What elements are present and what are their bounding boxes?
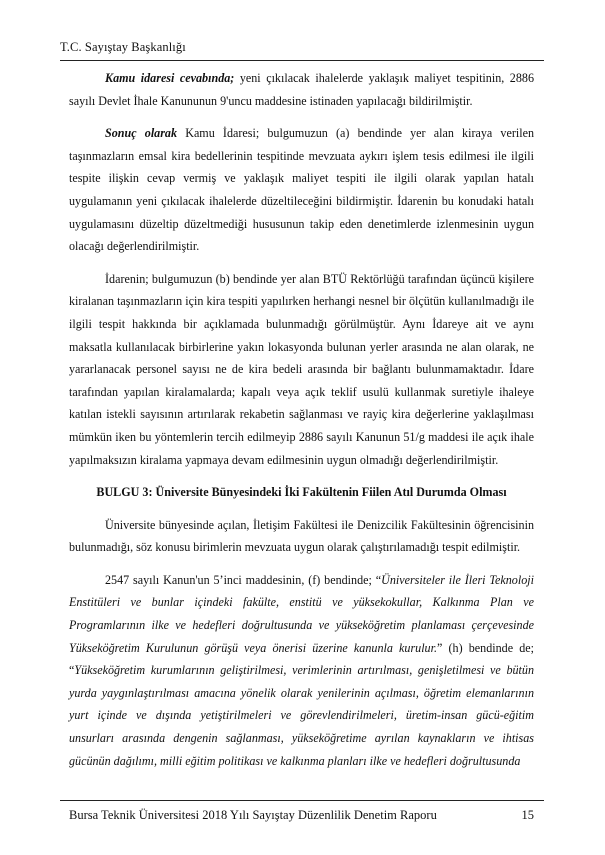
header-divider: [60, 60, 544, 61]
footer-divider: [60, 800, 544, 801]
legislation-intro: 2547 sayılı Kanun'un 5’inci maddesinin, (f) bendinde; “: [105, 572, 382, 587]
legislation-quote-h: Yükseköğretim kurumlarının geliştirilmesi, verimlerinin artırılması, genişletilmesi ve bütün yurda yaygınlaştırılması amacına yönelik olarak yenilerinin açılması, öğretim elemanlarının yurt içinde ve dışında yetiştirilmeleri ve görevlendirilmeleri, üretim-insan gücü-eğitim unsurları arasında dengenin sağlanması, yükseköğretime ayrılan kaynakların ve ihtisas gücünün dağılımı, milli eğitim politikası ve kalkınma planları ilke ve hedefleri doğrultusunda: [69, 663, 534, 768]
legislation-mid: ” (h) bendinde de; “: [69, 640, 534, 678]
finding-heading: BULGU 3: Üniversite Bünyesindeki İki Fakültenin Fiilen Atıl Durumda Olması: [96, 485, 507, 500]
page-number: 15: [521, 808, 534, 822]
conclusion-text: Kamu İdaresi; bulgumuzun (a) bendinde yer alan kiraya verilen taşınmazların emsal kira bedellerinin tespitinde mevzuata aykırı işlem tesis edilmesi ile ilgili tespite ilişkin cevap vermiş ve yaklaşık maliyet tespiti ile ilgili olarak yapılan hatalı uygulamanın yeni çıkılacak ihalelerde düzeltileceğini bildirmiştir. İdarenin bu konudaki hatalı uygulamasını düzeltip düzeltmediği hususunun takip eden denetimlerde izlenmesinin uygun olacağı değerlendirilmiştir.: [69, 126, 535, 254]
paragraph-conclusion: [69, 122, 534, 258]
page-header: T.C. Sayıştay Başkanlığı: [60, 40, 186, 54]
paragraph-agency-response: [69, 67, 534, 112]
page-footer: [69, 808, 534, 823]
legislation-quote-f: Üniversiteler ile İleri Teknoloji Enstitüleri ve bunlar içindeki fakülte, enstitü ve yüksekokullar, Kalkınma Plan ve Programlarının ilke ve hedefleri doğrultusunda ve yükseköğretim planlaması çerçevesinde Yükseköğretim Kurulunun görüşü veya önerisi üzerine kanunla kurulur.: [69, 572, 534, 655]
paragraph-assessment: İdarenin; bulgumuzun (b) bendinde yer alan BTÜ Rektörlüğü tarafından üçüncü kişilere kiralanan taşınmazların için kira tespiti yapılırken herhangi nesnel bir ölçütün kullanılmadığı ile ilgili tespit hakkında bir açıklamada bulunmadığı görülmüştür. Aynı İdareye ait ve aynı maksatla kullanılacak birbirlerine yakın lokasyonda bulunan yerler arasında ne alan olarak, ne yararlanacak personel sayısı ne de kira bedeli arasında bir bağlantı bulunmamaktadır. İdare tarafından yapılan kiralamalarda; kapalı veya açık teklif usulü kullanmak suretiyle ihaleye katılan istekli sayısının artırılarak rekabetin sağlanması ve rayiç kira değerlerine yaklaşılması mümkün iken bu yöntemlerin tercih edilmeyip 2886 sayılı Kanunun 51/g maddesi ile açık ihale yapılmaksızın kiralama yapmaya devam edilmesinin uygun olmadığı değerlendirilmiştir.: [69, 271, 534, 467]
footer-title: Bursa Teknik Üniversitesi 2018 Yılı Sayıştay Düzenlilik Denetim Raporu: [69, 808, 437, 822]
conclusion-lead: Sonuç olarak: [105, 126, 178, 141]
paragraph-finding-summary: Üniversite bünyesinde açılan, İletişim Fakültesi ile Denizcilik Fakültesinin öğrencisinin bulunmadığı, söz konusu birimlerin mevzuata uygun olarak çalıştırılamadığı tespit edilmiştir.: [69, 517, 534, 555]
agency-response-lead: Kamu idaresi cevabında;: [105, 71, 235, 85]
paragraph-legislation: [69, 569, 534, 772]
document-body: [69, 67, 534, 782]
agency-response-text: yeni çıkılacak ihalelerde yaklaşık maliyet tespitinin, 2886 sayılı Devlet İhale Kanununun 9'uncu maddesine istinaden yapılacağı bildirilmiştir.: [69, 71, 534, 108]
